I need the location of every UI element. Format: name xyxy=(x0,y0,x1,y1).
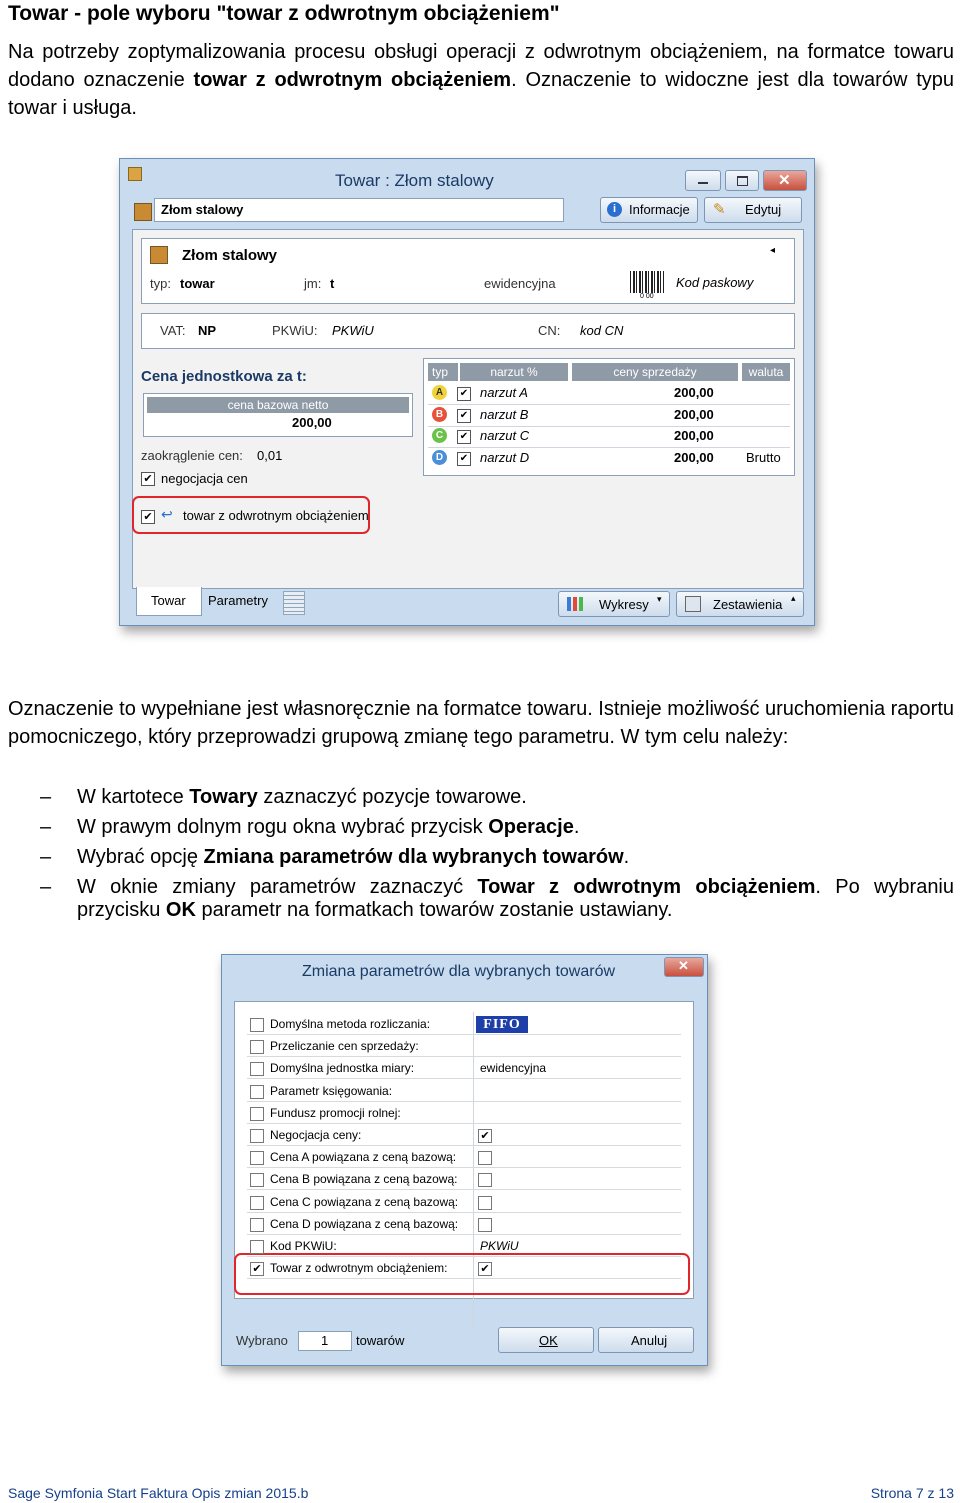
markup-a-checkbox[interactable]: ✔ xyxy=(457,387,471,401)
window-title: Towar : Złom stalowy xyxy=(335,171,494,190)
parameter-value-checkbox[interactable]: ✔ xyxy=(478,1262,492,1276)
parameter-row-divider xyxy=(247,1278,681,1279)
parameter-row-divider xyxy=(247,1123,681,1124)
base-price-value[interactable]: 200,00 xyxy=(292,415,332,430)
markup-c-checkbox[interactable]: ✔ xyxy=(457,430,471,444)
cn-value: kod CN xyxy=(580,323,624,338)
page-heading: Towar - pole wyboru "towar z odwrotnym obciążeniem" xyxy=(8,2,560,25)
grid-header-markup: narzut % xyxy=(460,363,568,381)
parameter-value-checkbox[interactable]: ✔ xyxy=(478,1129,492,1143)
unit-label: jm: xyxy=(304,276,322,291)
markup-d-checkbox[interactable]: ✔ xyxy=(457,452,471,466)
markup-d-name: narzut D xyxy=(480,450,530,465)
parameter-value-checkbox[interactable] xyxy=(478,1173,492,1187)
markup-c-name: narzut C xyxy=(480,428,530,443)
parameter-value-checkbox[interactable] xyxy=(478,1196,492,1210)
parameter-row-checkbox[interactable] xyxy=(250,1107,264,1121)
parameter-row-divider xyxy=(247,1056,681,1057)
parameter-row-label: Towar z odwrotnym obciążeniem: xyxy=(270,1261,448,1276)
pencil-icon: ✎ xyxy=(713,201,726,218)
parameter-row-divider xyxy=(247,1212,681,1213)
tab-towar[interactable]: Towar xyxy=(136,587,202,616)
product-name-field[interactable] xyxy=(154,198,564,222)
product-header-icon xyxy=(150,246,168,264)
parameter-value-checkbox[interactable] xyxy=(478,1151,492,1165)
negotiation-checkbox[interactable]: ✔ xyxy=(141,472,155,486)
tab-parametry[interactable]: Parametry xyxy=(208,593,268,608)
grid-header-type: typ xyxy=(428,363,458,381)
markup-d-price[interactable]: 200,00 xyxy=(674,450,714,465)
parameter-row-divider xyxy=(247,1101,681,1102)
reverse-charge-icon: ↩ xyxy=(161,506,173,522)
info-icon: i xyxy=(607,202,622,217)
negotiation-label: negocjacja cen xyxy=(161,471,248,486)
window2-close-button[interactable] xyxy=(664,957,704,977)
base-price-box xyxy=(143,393,413,437)
steps-list xyxy=(40,786,954,929)
bullet-dash: – xyxy=(40,876,52,898)
parameter-row-divider xyxy=(247,1234,681,1235)
price-grid xyxy=(423,358,795,476)
parameter-value-text[interactable]: PKWiU xyxy=(480,1239,519,1253)
parameter-row-checkbox[interactable] xyxy=(250,1240,264,1254)
product-form-body xyxy=(132,229,804,589)
type-value: towar xyxy=(180,276,215,291)
reverse-charge-highlight xyxy=(132,496,370,534)
parameter-row-divider xyxy=(247,1167,681,1168)
window2-title: Zmiana parametrów dla wybranych towarów xyxy=(302,963,616,980)
parameter-row-label: Cena A powiązana z ceną bazową: xyxy=(270,1150,457,1165)
close-icon: ✕ xyxy=(778,172,791,189)
parameter-row-label: Domyślna metoda rozliczania: xyxy=(270,1017,431,1031)
reverse-charge-label: towar z odwrotnym obciążeniem xyxy=(183,508,369,523)
footer-left: Sage Symfonia Start Faktura Opis zmian 2015.b xyxy=(8,1485,309,1501)
bullet-dash: – xyxy=(40,816,52,838)
intro-paragraph: Na potrzeby zoptymalizowania procesu obsługi operacji z odwrotnym obciążeniem, na formatce towaru dodano oznaczenie towar z odwrotnym obciążeniem. Oznaczenie to widoczne jest dla towarów typu towar i usługa. xyxy=(8,41,955,119)
step-3: – Wybrać opcję Zmiana parametrów dla wybranych towarów. xyxy=(40,846,630,868)
parameter-row-divider xyxy=(247,1145,681,1146)
markup-b-badge: B xyxy=(432,407,447,422)
vat-value: NP xyxy=(198,323,217,338)
price-heading: Cena jednostkowa za t: xyxy=(141,368,307,385)
vat-label: VAT: xyxy=(160,323,186,338)
parameter-row-checkbox[interactable] xyxy=(250,1085,264,1099)
product-name-value: Złom stalowy xyxy=(161,202,244,217)
markup-a-badge: A xyxy=(432,385,447,400)
parameter-row-label: Przeliczanie cen sprzedaży: xyxy=(270,1039,419,1054)
parameter-row-divider xyxy=(247,1256,681,1257)
parameter-row-label: Parametr księgowania: xyxy=(270,1083,393,1098)
ok-button[interactable]: OK xyxy=(498,1327,594,1353)
parameter-row-checkbox[interactable] xyxy=(250,1129,264,1143)
parameter-row-checkbox[interactable] xyxy=(250,1173,264,1187)
markup-a-name: narzut A xyxy=(480,385,528,400)
parameter-row-checkbox[interactable] xyxy=(250,1218,264,1232)
parameter-value-checkbox[interactable] xyxy=(478,1218,492,1232)
product-window xyxy=(119,158,815,626)
bullet-dash: – xyxy=(40,786,52,808)
report-icon xyxy=(685,596,701,612)
type-label: typ: xyxy=(150,276,171,291)
parameter-row-checkbox[interactable] xyxy=(250,1018,264,1032)
parameter-row-label: Domyślna jednostka miary: xyxy=(270,1061,415,1076)
markup-b-name: narzut B xyxy=(480,407,529,422)
base-price-label: cena bazowa netto xyxy=(147,397,409,413)
barcode-digits: 0 00 xyxy=(640,293,654,300)
minimize-icon xyxy=(698,182,708,184)
markup-d-currency: Brutto xyxy=(746,450,781,465)
selected-count-field: 1 xyxy=(298,1331,352,1351)
markup-c-badge: C xyxy=(432,428,447,443)
close-button[interactable] xyxy=(763,170,807,191)
bar-chart-icon xyxy=(567,597,583,611)
parameter-row-label: Kod PKWiU: xyxy=(270,1239,337,1253)
cn-label: CN: xyxy=(538,323,561,338)
product-header-name: Złom stalowy xyxy=(182,247,278,264)
parameter-row-checkbox[interactable]: ✔ xyxy=(250,1262,264,1276)
cancel-button[interactable]: Anuluj xyxy=(598,1327,694,1353)
pkwiu-label: PKWiU: xyxy=(272,323,318,338)
grid-header-prices: ceny sprzedaży xyxy=(572,363,738,381)
markup-a-price[interactable]: 200,00 xyxy=(674,385,714,400)
tax-box xyxy=(141,313,795,349)
maximize-button[interactable] xyxy=(725,170,759,191)
unit-type-label: ewidencyjna xyxy=(484,276,556,291)
parameter-row-label: Cena B powiązana z ceną bazową: xyxy=(270,1172,458,1187)
product-header-box xyxy=(141,238,795,304)
selected-label: Wybrano xyxy=(236,1333,288,1348)
unit-value: t xyxy=(330,276,335,291)
parameter-row-checkbox[interactable] xyxy=(250,1062,264,1076)
notes-icon[interactable] xyxy=(283,591,305,615)
markup-b-price[interactable]: 200,00 xyxy=(674,407,714,422)
step-4: – W oknie zmiany parametrów zaznaczyć Towar z odwrotnym obciążeniem. Po wybraniu przycisku OK parametr na formatkach towarów zostanie ustawiany. xyxy=(40,876,955,921)
step-1: – W kartotece Towary zaznaczyć pozycje towarowe. xyxy=(40,786,527,808)
edit-button[interactable]: ✎ Edytuj xyxy=(704,197,802,223)
footer-right: Strona 7 z 13 xyxy=(870,1485,954,1501)
step-2: – W prawym dolnym rogu okna wybrać przycisk Operacje. xyxy=(40,816,580,838)
window-app-icon xyxy=(128,167,142,181)
parameter-row-label: Fundusz promocji rolnej: xyxy=(270,1105,401,1120)
fifo-badge[interactable]: FIFO xyxy=(476,1016,528,1033)
parameter-row-checkbox[interactable] xyxy=(250,1040,264,1054)
parameter-row-checkbox[interactable] xyxy=(250,1151,264,1165)
barcode-icon xyxy=(630,271,664,293)
minimize-button[interactable] xyxy=(685,170,721,191)
charts-button[interactable]: Wykresy ▾ xyxy=(558,591,670,617)
parameter-row-label: Cena D powiązana z ceną bazową: xyxy=(270,1216,459,1231)
markup-d-badge: D xyxy=(432,450,447,465)
barcode-value: Kod paskowy xyxy=(676,275,754,290)
reverse-charge-checkbox[interactable]: ✔ xyxy=(141,510,155,524)
rounding-label: zaokrąglenie cen: xyxy=(141,448,243,463)
parameter-row-divider xyxy=(247,1189,681,1190)
middle-paragraph: Oznaczenie to wypełniane jest własnoręcznie na formatce towaru. Istnieje możliwość uruchomienia raportu pomocniczego, który przeprowadzi grupową zmianę tego parametru. W tym celu należy: xyxy=(8,698,955,748)
reports-button[interactable]: Zestawienia ▴ xyxy=(676,591,804,617)
markup-b-checkbox[interactable]: ✔ xyxy=(457,409,471,423)
parameter-value-text[interactable]: ewidencyjna xyxy=(480,1061,547,1076)
parameter-row-divider xyxy=(247,1078,681,1079)
chevron-down-icon: ▾ xyxy=(657,594,662,604)
header-scroll-arrow[interactable]: ◂ xyxy=(770,245,776,256)
close-icon: ✕ xyxy=(678,958,689,973)
chevron-up-icon: ▴ xyxy=(791,593,796,603)
product-icon xyxy=(134,203,152,221)
parameter-row-checkbox[interactable] xyxy=(250,1196,264,1210)
parameter-row-divider xyxy=(247,1034,681,1035)
markup-c-price[interactable]: 200,00 xyxy=(674,428,714,443)
pkwiu-value: PKWiU xyxy=(332,323,374,338)
parameter-row-label: Negocjacja ceny: xyxy=(270,1128,362,1142)
bullet-dash: – xyxy=(40,846,52,868)
maximize-icon xyxy=(737,176,748,186)
selected-unit: towarów xyxy=(356,1333,405,1348)
rounding-value[interactable]: 0,01 xyxy=(257,448,283,463)
info-button[interactable]: i Informacje xyxy=(600,197,698,223)
grid-header-currency: waluta xyxy=(742,363,790,381)
parameter-row-label: Cena C powiązana z ceną bazową: xyxy=(270,1194,459,1209)
